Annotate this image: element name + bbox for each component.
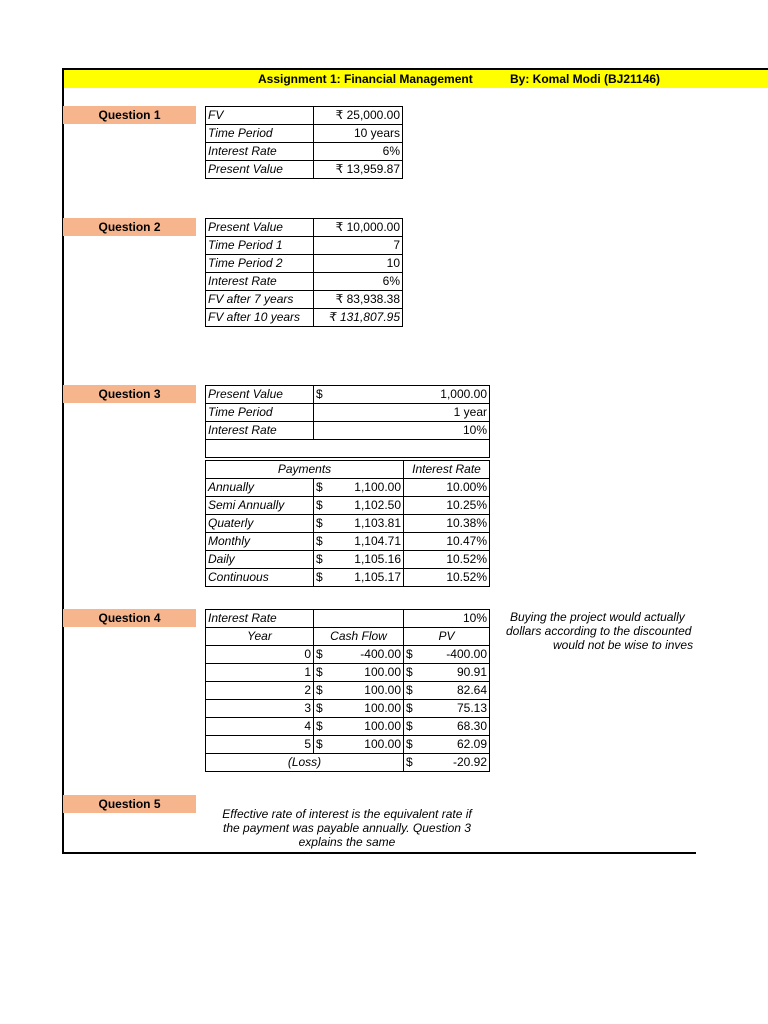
table-row (206, 533, 490, 551)
q4-note-line-1: Buying the project would actually (510, 610, 685, 624)
table-row (206, 479, 490, 497)
question-3-payments-table (205, 460, 490, 587)
table-row (206, 219, 403, 237)
payment-rate[interactable]: 10.47% (404, 533, 490, 551)
table-row (206, 646, 490, 664)
q1-label-cell[interactable]: Interest Rate (206, 143, 314, 161)
currency-symbol: $ (406, 647, 413, 661)
q2-label-cell[interactable]: FV after 10 years (206, 309, 314, 327)
q2-label-cell[interactable]: Time Period 2 (206, 255, 314, 273)
sheet-bottom-border (62, 852, 696, 854)
currency-symbol: $ (406, 737, 413, 751)
currency-symbol: $ (316, 701, 323, 715)
q3-input-value[interactable]: 10% (314, 422, 490, 440)
q3-input-label[interactable]: Interest Rate (206, 422, 314, 440)
payment-rate[interactable]: 10.00% (404, 479, 490, 497)
q2-value-cell[interactable]: 6% (314, 273, 403, 291)
q1-value-cell[interactable]: ₹ 13,959.87 (314, 161, 403, 179)
payment-label[interactable]: Quaterly (206, 515, 314, 533)
table-row (206, 736, 490, 754)
table-row (206, 700, 490, 718)
year-cell[interactable]: 2 (206, 682, 314, 700)
q5-line-2: the payment was payable annually. Question 3 (223, 821, 471, 835)
cash-flow-cell[interactable] (314, 700, 404, 718)
question-3-inputs-table (205, 385, 490, 458)
pv-value: 62.09 (456, 737, 487, 751)
pv-cell[interactable] (404, 664, 490, 682)
currency-symbol: $ (316, 719, 323, 733)
header-band (64, 70, 768, 88)
q2-label-cell[interactable]: Time Period 1 (206, 237, 314, 255)
q1-value-cell[interactable]: 10 years (314, 125, 403, 143)
table-row (206, 309, 403, 327)
pv-value: 90.91 (456, 665, 487, 679)
pv-cell[interactable] (404, 700, 490, 718)
q2-value-cell[interactable]: ₹ 131,807.95 (314, 309, 403, 327)
cash-flow-value: 100.00 (364, 665, 401, 679)
q4-interest-value[interactable]: 10% (404, 610, 490, 628)
sheet-left-border (62, 68, 64, 854)
cash-flow-cell[interactable] (314, 664, 404, 682)
currency-symbol: $ (316, 534, 323, 548)
q1-label-cell[interactable]: Time Period (206, 125, 314, 143)
q3-input-amount: 1,000.00 (440, 387, 487, 401)
payment-amount[interactable] (314, 479, 404, 497)
payment-amount-value: 1,100.00 (354, 480, 402, 494)
payment-amount[interactable] (314, 497, 404, 515)
question-2-table (205, 218, 403, 327)
q2-value-cell[interactable]: ₹ 10,000.00 (314, 219, 403, 237)
cash-flow-value: -400.00 (360, 647, 401, 661)
payment-amount[interactable] (314, 569, 404, 587)
pv-cell[interactable] (404, 736, 490, 754)
q4-note-line-3: would not be wise to inves (553, 638, 694, 652)
payment-amount[interactable] (314, 515, 404, 533)
pv-cell[interactable] (404, 646, 490, 664)
table-row (206, 754, 490, 772)
q1-label-cell[interactable]: FV (206, 107, 314, 125)
currency-symbol: $ (316, 516, 323, 530)
table-row (206, 237, 403, 255)
payment-label[interactable]: Continuous (206, 569, 314, 587)
cash-flow-value: 100.00 (364, 701, 401, 715)
payment-amount-value: 1,102.50 (354, 498, 402, 512)
payment-rate[interactable]: 10.25% (404, 497, 490, 515)
loss-label[interactable]: (Loss) (206, 754, 404, 772)
table-row (206, 422, 490, 440)
table-row (206, 107, 403, 125)
q5-line-3: explains the same (298, 835, 396, 849)
payment-amount-value: 1,105.16 (354, 552, 402, 566)
currency-symbol: $ (316, 737, 323, 751)
currency-symbol: $ (316, 498, 323, 512)
table-row (206, 255, 403, 273)
q2-value-cell[interactable]: ₹ 83,938.38 (314, 291, 403, 309)
currency-symbol: $ (406, 755, 413, 769)
cash-flow-cell[interactable] (314, 682, 404, 700)
q3-input-label[interactable]: Time Period (206, 404, 314, 422)
currency-symbol: $ (406, 719, 413, 733)
question-1-table (205, 106, 403, 179)
table-row (206, 386, 490, 404)
loss-value-cell[interactable] (404, 754, 490, 772)
question-3-label: Question 3 (63, 385, 196, 403)
cash-flow-cell[interactable] (314, 718, 404, 736)
q1-label-cell[interactable]: Present Value (206, 161, 314, 179)
table-row (206, 497, 490, 515)
year-cell[interactable]: 5 (206, 736, 314, 754)
table-row (206, 551, 490, 569)
q3-spacer-cell[interactable] (206, 440, 490, 458)
currency-symbol: $ (406, 665, 413, 679)
currency-symbol: $ (316, 665, 323, 679)
table-row (206, 143, 403, 161)
pv-value: 82.64 (456, 683, 487, 697)
assignment-title: Assignment 1: Financial Management (258, 72, 473, 86)
currency-symbol: $ (316, 647, 323, 661)
currency-symbol: $ (316, 570, 323, 584)
payment-rate[interactable]: 10.52% (404, 569, 490, 587)
year-cell[interactable]: 0 (206, 646, 314, 664)
currency-symbol: $ (316, 683, 323, 697)
q3-input-value[interactable]: 1 year (314, 404, 490, 422)
payment-label[interactable]: Monthly (206, 533, 314, 551)
q2-value-cell[interactable]: 7 (314, 237, 403, 255)
cash-flow-value: 100.00 (364, 683, 401, 697)
currency-symbol: $ (406, 683, 413, 697)
table-row (206, 440, 490, 458)
table-row (206, 404, 490, 422)
pv-value: 75.13 (456, 701, 487, 715)
table-row (206, 515, 490, 533)
q4-note (496, 610, 696, 654)
table-row (206, 273, 403, 291)
payment-amount-value: 1,105.17 (354, 570, 402, 584)
q3-input-value[interactable] (314, 386, 490, 404)
table-header-row (206, 461, 490, 479)
payments-header[interactable]: Payments (206, 461, 404, 479)
table-row (206, 718, 490, 736)
cash-flow-value: 100.00 (364, 719, 401, 733)
table-row (206, 125, 403, 143)
currency-symbol: $ (316, 387, 323, 401)
interest-rate-header[interactable]: Interest Rate (404, 461, 490, 479)
q1-value-cell[interactable]: 6% (314, 143, 403, 161)
payment-amount-value: 1,104.71 (354, 534, 402, 548)
cash-flow-header[interactable]: Cash Flow (314, 628, 404, 646)
table-row (206, 291, 403, 309)
question-5-label: Question 5 (63, 795, 196, 813)
question-1-label: Question 1 (63, 106, 196, 124)
pv-cell[interactable] (404, 718, 490, 736)
q2-value-cell[interactable]: 10 (314, 255, 403, 273)
q1-value-cell[interactable]: ₹ 25,000.00 (314, 107, 403, 125)
currency-symbol: $ (406, 701, 413, 715)
pv-value: -400.00 (446, 647, 487, 661)
payment-rate[interactable]: 10.52% (404, 551, 490, 569)
cash-flow-cell[interactable] (314, 646, 404, 664)
question-2-label: Question 2 (63, 218, 196, 236)
question-4-label: Question 4 (63, 609, 196, 627)
cash-flow-cell[interactable] (314, 736, 404, 754)
table-row (206, 569, 490, 587)
year-cell[interactable]: 4 (206, 718, 314, 736)
payment-label[interactable]: Semi Annually (206, 497, 314, 515)
year-cell[interactable]: 1 (206, 664, 314, 682)
payment-label[interactable]: Daily (206, 551, 314, 569)
q4-interest-label[interactable]: Interest Rate (206, 610, 314, 628)
table-header-row (206, 628, 490, 646)
pv-cell[interactable] (404, 682, 490, 700)
year-header[interactable]: Year (206, 628, 314, 646)
payment-amount-value: 1,103.81 (354, 516, 402, 530)
payment-amount[interactable] (314, 533, 404, 551)
table-row (206, 610, 490, 628)
q2-label-cell[interactable]: Present Value (206, 219, 314, 237)
q2-label-cell[interactable]: Interest Rate (206, 273, 314, 291)
q5-line-1: Effective rate of interest is the equivalent rate if (222, 807, 472, 821)
question-4-table (205, 609, 490, 772)
q4-note-line-2: dollars according to the discounted (506, 624, 692, 638)
table-row (206, 161, 403, 179)
year-cell[interactable]: 3 (206, 700, 314, 718)
table-row (206, 664, 490, 682)
cash-flow-value: 100.00 (364, 737, 401, 751)
payment-amount[interactable] (314, 551, 404, 569)
q5-answer (205, 807, 489, 849)
q2-label-cell[interactable]: FV after 7 years (206, 291, 314, 309)
payment-label[interactable]: Annually (206, 479, 314, 497)
loss-value: -20.92 (452, 755, 487, 769)
author-label: By: Komal Modi (BJ21146) (510, 72, 661, 86)
table-row (206, 682, 490, 700)
q3-input-label[interactable]: Present Value (206, 386, 314, 404)
payment-rate[interactable]: 10.38% (404, 515, 490, 533)
q4-empty-cell[interactable] (314, 610, 404, 628)
pv-header[interactable]: PV (404, 628, 490, 646)
pv-value: 68.30 (456, 719, 487, 733)
currency-symbol: $ (316, 480, 323, 494)
currency-symbol: $ (316, 552, 323, 566)
